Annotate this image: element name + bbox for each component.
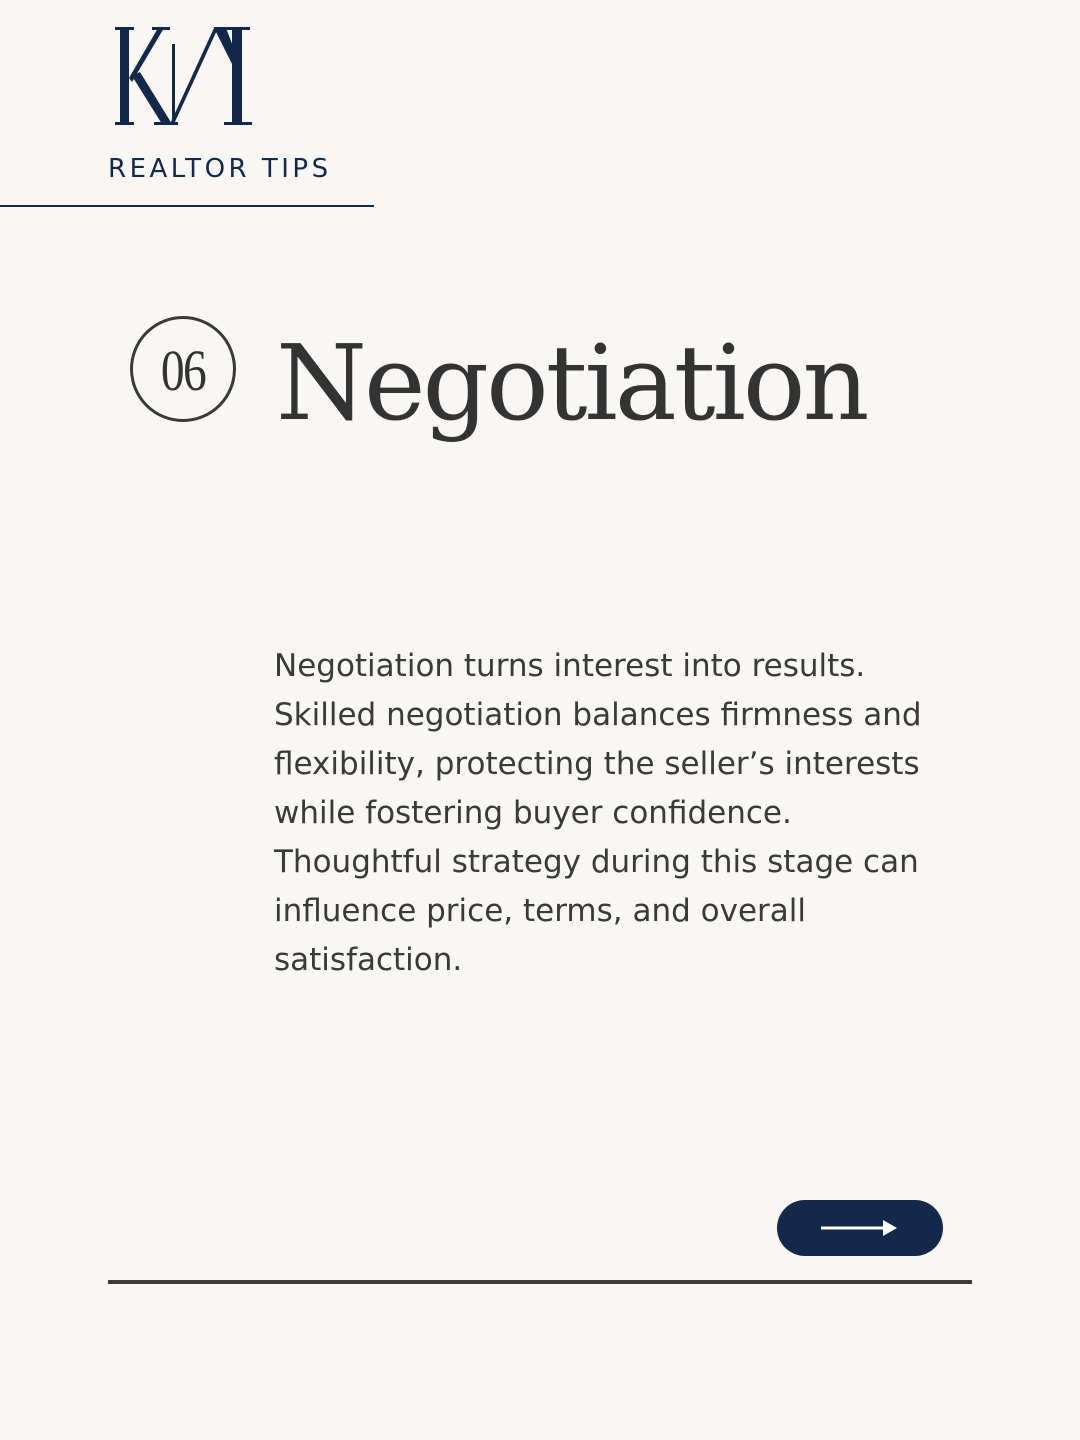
body-paragraph: Negotiation turns interest into results. Skilled negotiation balances firmness and flexibility, protecting the seller’s interests while fostering buyer confidence. Thoughtful strategy during this stage can influence price, terms, and overall satisfaction. <box>274 648 922 978</box>
header-divider <box>0 205 374 207</box>
arrow-right-icon <box>821 1218 899 1238</box>
next-button[interactable] <box>777 1200 943 1256</box>
brand-logo <box>114 24 254 128</box>
km-monogram-icon <box>114 24 254 128</box>
footer-divider <box>108 1280 972 1284</box>
step-number-badge <box>130 316 236 422</box>
section-label: REALTOR TIPS <box>108 154 332 184</box>
step-number: 06 <box>160 337 206 403</box>
page-title: Negotiation <box>276 322 867 444</box>
